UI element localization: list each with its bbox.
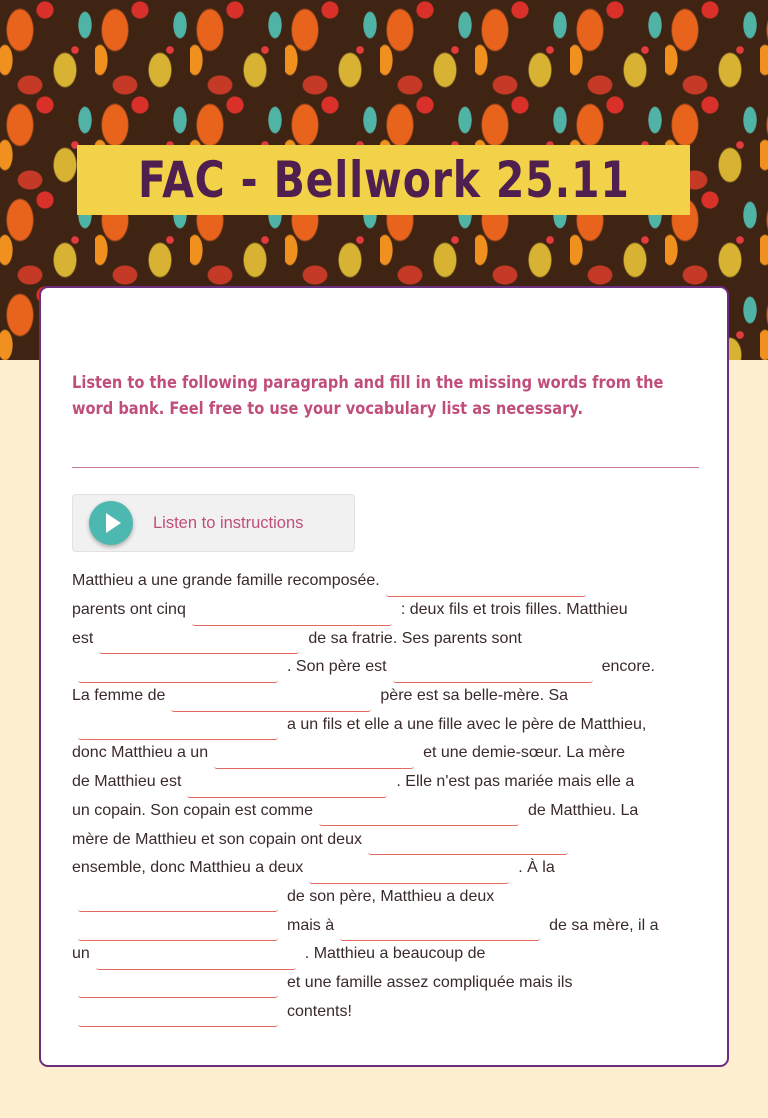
paragraph-line bbox=[72, 940, 712, 969]
paragraph-text: La femme de bbox=[72, 687, 166, 705]
paragraph-line bbox=[72, 739, 712, 768]
paragraph-text: donc Matthieu a un bbox=[72, 744, 209, 762]
instructions-text: Listen to the following paragraph and fill in the missing words from the word bank. Feel free to use your vocabulary list as necessary. bbox=[72, 373, 664, 419]
paragraph-text: et une famille assez compliquée mais ils bbox=[287, 973, 573, 991]
blank-input-10[interactable] bbox=[319, 803, 519, 826]
blank-input-7[interactable] bbox=[78, 717, 278, 740]
blank-input-14[interactable] bbox=[78, 918, 278, 941]
paragraph-text: . Son père est bbox=[287, 658, 387, 676]
paragraph-text: . Matthieu a beaucoup de bbox=[304, 945, 486, 963]
blank-input-3[interactable] bbox=[99, 631, 299, 654]
paragraph-text: père est sa belle-mère. Sa bbox=[380, 687, 569, 705]
paragraph-text: mais à bbox=[287, 916, 335, 934]
paragraph-text: a un fils et elle a une fille avec le père de Matthieu, bbox=[287, 715, 647, 733]
divider bbox=[72, 467, 699, 468]
blank-input-11[interactable] bbox=[368, 832, 568, 855]
paragraph-line bbox=[72, 624, 712, 653]
paragraph-text: : deux fils et trois filles. Matthieu bbox=[400, 601, 628, 619]
blank-input-5[interactable] bbox=[393, 660, 593, 683]
paragraph-line bbox=[72, 969, 712, 998]
paragraph-line bbox=[72, 911, 712, 940]
paragraph-line bbox=[72, 567, 712, 596]
paragraph-text: de sa fratrie. Ses parents sont bbox=[308, 629, 522, 647]
paragraph-line bbox=[72, 854, 712, 883]
paragraph-text: . Elle n'est pas mariée mais elle a bbox=[396, 773, 635, 791]
paragraph-line bbox=[72, 682, 712, 711]
paragraph-text: et une demie-sœur. La mère bbox=[423, 744, 625, 762]
blank-input-8[interactable] bbox=[214, 746, 414, 769]
paragraph-line bbox=[72, 768, 712, 797]
paragraph-line bbox=[72, 797, 712, 826]
paragraph-text: Matthieu a une grande famille recomposée. bbox=[72, 572, 380, 590]
blank-input-18[interactable] bbox=[78, 1004, 278, 1027]
page-title: FAC - Bellwork 25.11 bbox=[137, 151, 630, 209]
paragraph-text: de sa mère, il a bbox=[549, 916, 659, 934]
blank-input-4[interactable] bbox=[78, 660, 278, 683]
paragraph-text: contents! bbox=[287, 1002, 352, 1020]
paragraph-line bbox=[72, 997, 712, 1026]
blank-input-13[interactable] bbox=[78, 889, 278, 912]
paragraph-line bbox=[72, 710, 712, 739]
paragraph-text: un bbox=[72, 945, 90, 963]
play-icon[interactable] bbox=[89, 501, 133, 545]
paragraph-text: de Matthieu est bbox=[72, 773, 182, 791]
blank-input-6[interactable] bbox=[171, 689, 371, 712]
fill-in-paragraph bbox=[72, 567, 712, 1026]
paragraph-line bbox=[72, 883, 712, 912]
listen-to-instructions-button[interactable] bbox=[72, 494, 355, 552]
paragraph-line bbox=[72, 653, 712, 682]
blank-input-16[interactable] bbox=[96, 947, 296, 970]
paragraph-text: ensemble, donc Matthieu a deux bbox=[72, 859, 304, 877]
blank-input-17[interactable] bbox=[78, 975, 278, 998]
paragraph-line bbox=[72, 596, 712, 625]
paragraph-text: de son père, Matthieu a deux bbox=[287, 887, 495, 905]
paragraph-text: parents ont cinq bbox=[72, 601, 186, 619]
blank-input-12[interactable] bbox=[309, 861, 509, 884]
blank-input-15[interactable] bbox=[340, 918, 540, 941]
activity-card bbox=[39, 286, 729, 1067]
paragraph-text: . À la bbox=[518, 859, 555, 877]
blank-input-9[interactable] bbox=[187, 775, 387, 798]
paragraph-text: de Matthieu. La bbox=[528, 801, 639, 819]
blank-input-1[interactable] bbox=[386, 574, 586, 597]
blank-input-2[interactable] bbox=[192, 603, 392, 626]
paragraph-text: mère de Matthieu et son copain ont deux bbox=[72, 830, 362, 848]
paragraph-text: un copain. Son copain est comme bbox=[72, 801, 314, 819]
paragraph-line bbox=[72, 825, 712, 854]
paragraph-text: est bbox=[72, 629, 94, 647]
audio-label: Listen to instructions bbox=[153, 514, 304, 532]
paragraph-text: encore. bbox=[601, 658, 655, 676]
title-box bbox=[77, 145, 690, 215]
